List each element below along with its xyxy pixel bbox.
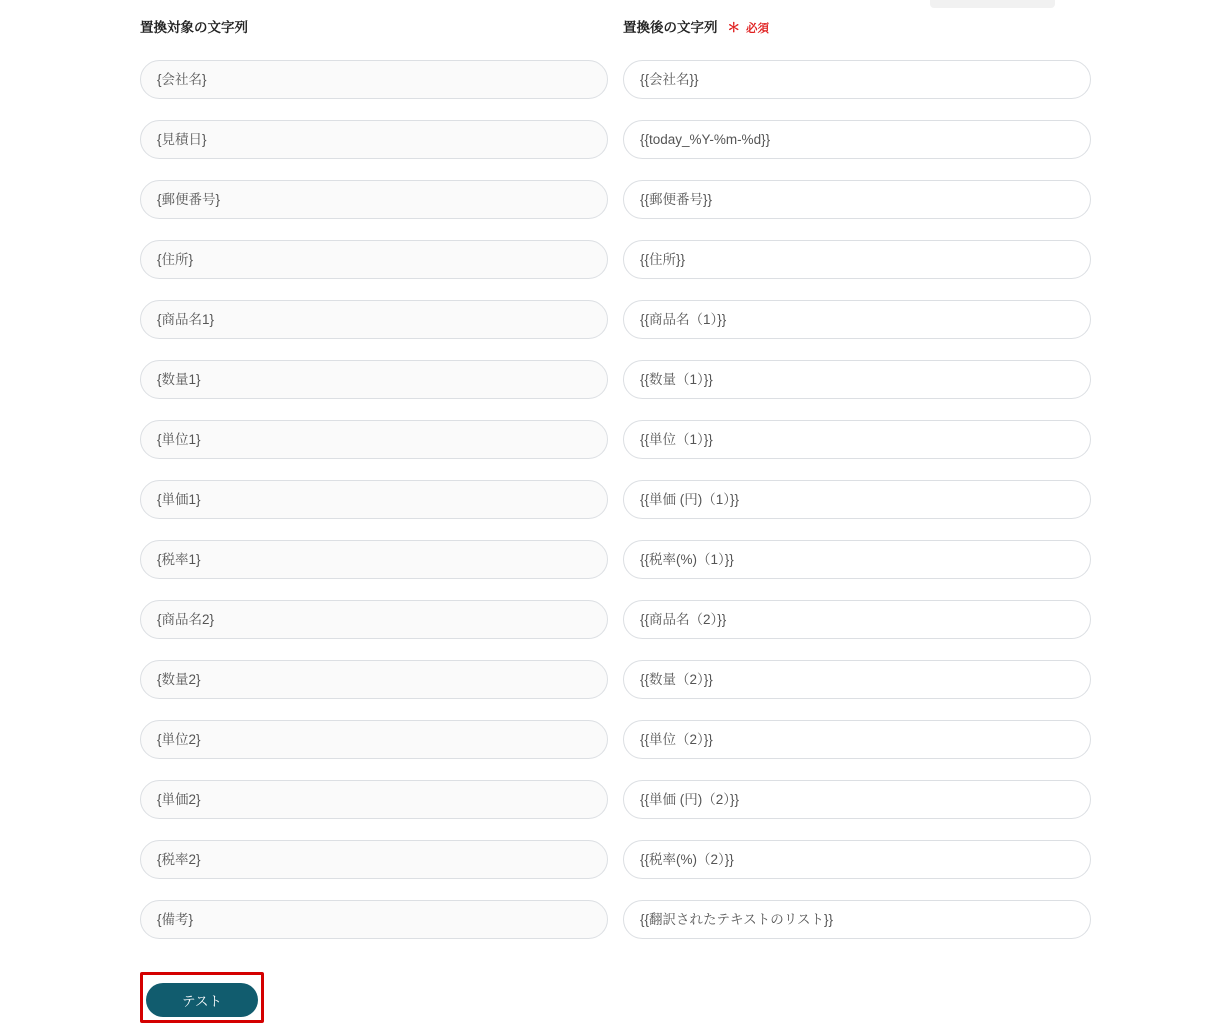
table-row	[0, 420, 1219, 480]
target-input-8[interactable]: {税率1}	[140, 540, 608, 579]
replacement-input-5[interactable]: {{数量（1）}}	[623, 360, 1091, 399]
table-row	[0, 540, 1219, 600]
replacement-input-0[interactable]: {{会社名}}	[623, 60, 1091, 99]
target-input-14[interactable]: {備考}	[140, 900, 608, 939]
required-badge: 必須	[746, 23, 770, 35]
target-input-6[interactable]: {単位1}	[140, 420, 608, 459]
table-row	[0, 600, 1219, 660]
table-row	[0, 660, 1219, 720]
replacement-input-4[interactable]: {{商品名（1）}}	[623, 300, 1091, 339]
target-input-5[interactable]: {数量1}	[140, 360, 608, 399]
table-row	[0, 120, 1219, 180]
table-row	[0, 240, 1219, 300]
target-input-13[interactable]: {税率2}	[140, 840, 608, 879]
target-input-2[interactable]: {郵便番号}	[140, 180, 608, 219]
column-headers	[0, 12, 1219, 40]
replacement-input-13[interactable]: {{税率(%)（2）}}	[623, 840, 1091, 879]
replacement-input-10[interactable]: {{数量（2）}}	[623, 660, 1091, 699]
replacement-table	[0, 12, 1219, 927]
table-row	[0, 780, 1219, 840]
row-list	[0, 60, 1219, 960]
table-row	[0, 480, 1219, 540]
replacement-input-9[interactable]: {{商品名（2）}}	[623, 600, 1091, 639]
column-header-target-label: 置換対象の文字列	[140, 20, 248, 35]
replacement-input-14[interactable]: {{翻訳されたテキストのリスト}}	[623, 900, 1091, 939]
target-input-11[interactable]: {単位2}	[140, 720, 608, 759]
replacement-input-8[interactable]: {{税率(%)（1）}}	[623, 540, 1091, 579]
replacement-input-7[interactable]: {{単価 (円)（1）}}	[623, 480, 1091, 519]
column-header-target	[140, 16, 248, 36]
table-row	[0, 720, 1219, 780]
footer-actions	[0, 972, 1219, 1028]
table-row	[0, 840, 1219, 900]
target-input-12[interactable]: {単価2}	[140, 780, 608, 819]
target-input-4[interactable]: {商品名1}	[140, 300, 608, 339]
table-row	[0, 60, 1219, 120]
column-header-replacement-label: 置換後の文字列	[623, 20, 718, 35]
target-input-0[interactable]: {会社名}	[140, 60, 608, 99]
required-star-icon: ＊	[727, 20, 741, 35]
column-header-replacement	[623, 16, 769, 36]
target-input-7[interactable]: {単価1}	[140, 480, 608, 519]
table-row	[0, 180, 1219, 240]
replacement-input-3[interactable]: {{住所}}	[623, 240, 1091, 279]
table-row	[0, 360, 1219, 420]
table-row	[0, 300, 1219, 360]
target-input-9[interactable]: {商品名2}	[140, 600, 608, 639]
replacement-input-1[interactable]: {{today_%Y-%m-%d}}	[623, 120, 1091, 159]
replacement-input-12[interactable]: {{単価 (円)（2）}}	[623, 780, 1091, 819]
replacement-input-2[interactable]: {{郵便番号}}	[623, 180, 1091, 219]
target-input-3[interactable]: {住所}	[140, 240, 608, 279]
replacement-input-6[interactable]: {{単位（1）}}	[623, 420, 1091, 459]
table-row	[0, 900, 1219, 960]
target-input-1[interactable]: {見積日}	[140, 120, 608, 159]
replacement-input-11[interactable]: {{単位（2）}}	[623, 720, 1091, 759]
test-button[interactable]: テスト	[146, 983, 258, 1017]
target-input-10[interactable]: {数量2}	[140, 660, 608, 699]
test-button-highlight	[140, 972, 264, 1023]
top-panel-strip	[930, 0, 1055, 8]
